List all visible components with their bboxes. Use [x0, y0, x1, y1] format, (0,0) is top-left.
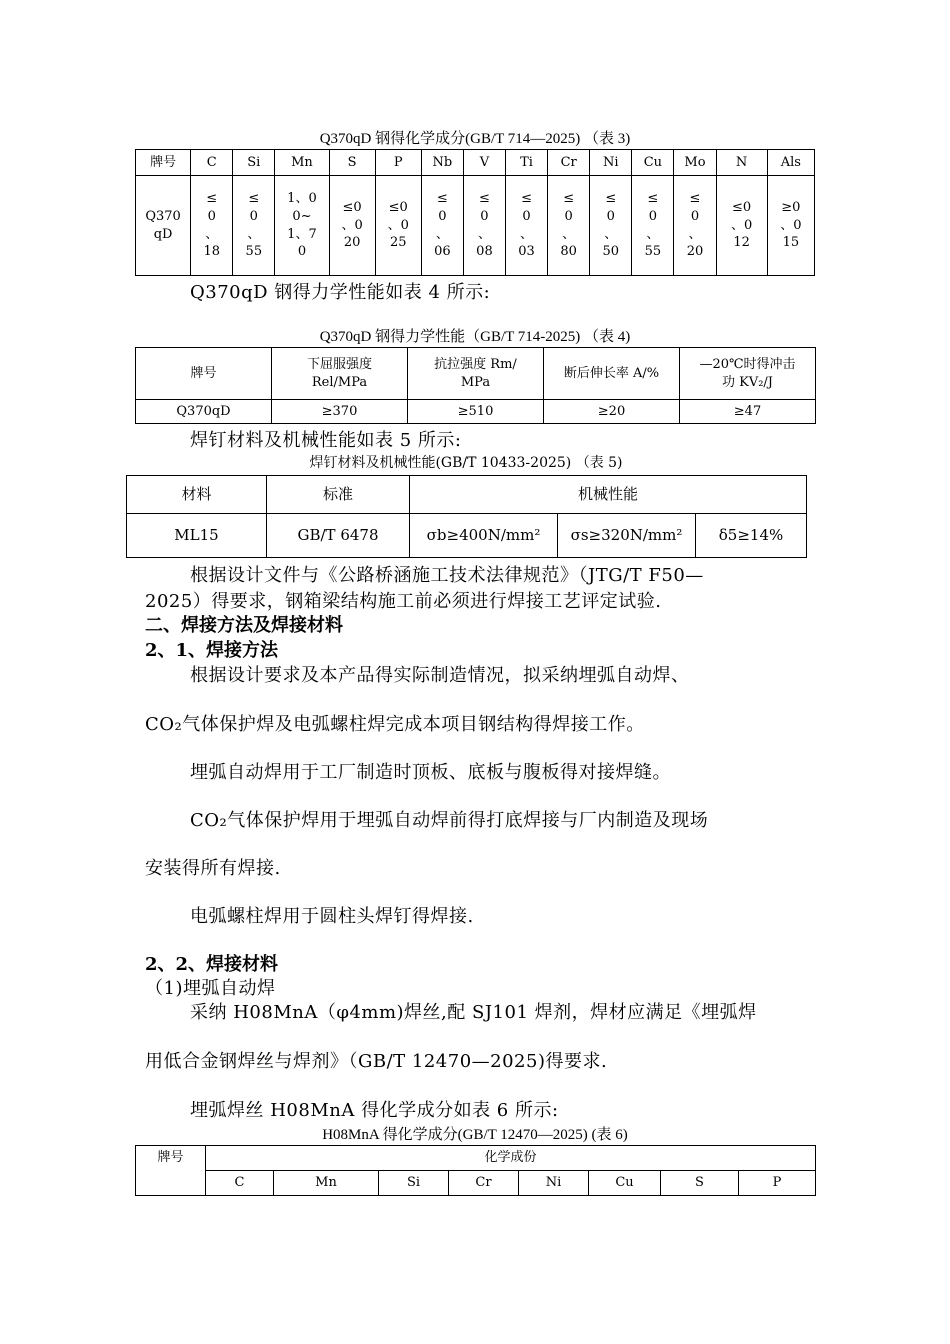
table3-cell: ≤0 、0 20 [329, 176, 375, 276]
para-method-line2: CO₂气体保护焊及电弧螺柱焊完成本项目钢结构得焊接工作。 [145, 714, 645, 735]
table6-element: P [739, 1171, 816, 1196]
para-design-line1: 根据设计文件与《公路桥涵施工技术法律规范》（JTG/T F50— [190, 565, 704, 586]
table3-header: N [716, 150, 767, 176]
table3-header: Nb [421, 150, 463, 176]
table3-cell: ≤ 0 、 55 [632, 176, 674, 276]
table3-header: C [191, 150, 233, 176]
table3-header: Cr [548, 150, 590, 176]
table4-cell: ≥47 [680, 400, 816, 424]
table5-cell: σb≥400N/mm² [410, 514, 558, 558]
table5 [126, 475, 807, 558]
table5-header: 标准 [267, 476, 410, 514]
table3-header: Cu [632, 150, 674, 176]
table4-header: 抗拉强度 Rm/ MPa [408, 348, 544, 400]
table5-row [127, 514, 807, 558]
table4-header: —20℃时得冲击 功 KV₂/J [680, 348, 816, 400]
heading-section-2: 二、焊接方法及焊接材料 [145, 615, 343, 636]
table6-intro: 埋弧焊丝 H08MnA 得化学成分如表 6 所示: [190, 1100, 559, 1121]
table6 [135, 1145, 816, 1196]
para-stud: 电弧螺柱焊用于圆柱头焊钉得焊接. [190, 906, 474, 927]
table3-cell: ≤ 0 、 55 [233, 176, 275, 276]
table3-header: Ni [590, 150, 632, 176]
table4-header: 断后伸长率 A/% [544, 348, 680, 400]
table5-header: 机械性能 [410, 476, 807, 514]
para-method-line1: 根据设计要求及本产品得实际制造情况，拟采纳埋弧自动焊、 [190, 665, 690, 686]
table3-cell: ≥0 、0 15 [767, 176, 814, 276]
table4-cell: ≥510 [408, 400, 544, 424]
table3-cell: ≤ 0 、 80 [548, 176, 590, 276]
table3-cell: ≤0 、0 25 [375, 176, 421, 276]
table4-cell: ≥370 [272, 400, 408, 424]
table5-cell: ML15 [127, 514, 267, 558]
para-design-line2: 2025）得要求，钢箱梁结构施工前必须进行焊接工艺评定试验. [145, 591, 662, 612]
table4-header-row [136, 348, 816, 400]
para-co2-line1: CO₂气体保护焊用于埋弧自动焊前得打底焊接与厂内制造及现场 [190, 810, 709, 831]
table4-row [136, 400, 816, 424]
table3-cell: ≤ 0 、 08 [463, 176, 505, 276]
table3-grade: Q370 qD [136, 176, 191, 276]
heading-2-1: 2、1、焊接方法 [145, 640, 279, 661]
para-wire-line2: 用低合金钢焊丝与焊剂》（GB/T 12470—2025)得要求. [145, 1051, 608, 1072]
table5-header: 材料 [127, 476, 267, 514]
table5-intro: 焊钉材料及机械性能如表 5 所示: [190, 430, 462, 451]
table4-header: 下屈服强度 Rel/MPa [272, 348, 408, 400]
table3-cell: ≤ 0 、 03 [506, 176, 548, 276]
table6-caption: H08MnA 得化学成分(GB/T 12470—2025) (表 6) [322, 1127, 628, 1143]
table4-cell: ≥20 [544, 400, 680, 424]
table3-caption: Q370qD 钢得化学成分(GB/T 714—2025) （表 3) [319, 131, 631, 147]
table6-header: 牌号 [136, 1146, 206, 1196]
table3-header: Als [767, 150, 814, 176]
table3-header: Ti [506, 150, 548, 176]
table4 [135, 347, 816, 424]
table3-cell: ≤ 0 、 50 [590, 176, 632, 276]
table3-cell: ≤ 0 、 06 [421, 176, 463, 276]
table3-header: Si [233, 150, 275, 176]
table3-cell: 1、0 0~ 1、7 0 [275, 176, 329, 276]
table6-element: Cr [449, 1171, 519, 1196]
table3-cell: ≤ 0 、 20 [674, 176, 716, 276]
table6-element: Cu [589, 1171, 661, 1196]
table6-element: C [206, 1171, 274, 1196]
table5-cell: σs≥320N/mm² [558, 514, 696, 558]
table3-cell: ≤0 、0 12 [716, 176, 767, 276]
table5-cell: δ5≥14% [696, 514, 807, 558]
para-co2-line2: 安装得所有焊接. [145, 858, 281, 879]
table3-header-row [136, 150, 815, 176]
table3-header: 牌号 [136, 150, 191, 176]
table4-caption: Q370qD 钢得力学性能（GB/T 714-2025) （表 4) [319, 329, 631, 345]
table3-header: S [329, 150, 375, 176]
table5-caption: 焊钉材料及机械性能(GB/T 10433-2025) （表 5) [309, 455, 623, 471]
table3-row [136, 176, 815, 276]
table4-intro: Q370qD 钢得力学性能如表 4 所示: [190, 282, 491, 303]
table3 [135, 149, 815, 276]
table3-header: Mo [674, 150, 716, 176]
table3-header: Mn [275, 150, 329, 176]
table4-cell: Q370qD [136, 400, 272, 424]
table4-header: 牌号 [136, 348, 272, 400]
table6-element: Ni [519, 1171, 589, 1196]
table3-cell: ≤ 0 、 18 [191, 176, 233, 276]
table3-header: P [375, 150, 421, 176]
table6-element: Si [379, 1171, 449, 1196]
table6-header-row [136, 1146, 816, 1171]
table5-header-row [127, 476, 807, 514]
subheading-saw: （1)埋弧自动焊 [145, 978, 276, 999]
para-wire-line1: 采纳 H08MnA（φ4mm)焊丝,配 SJ101 焊剂，焊材应满足《埋弧焊 [190, 1002, 757, 1023]
table6-element: S [661, 1171, 739, 1196]
table6-element: Mn [274, 1171, 379, 1196]
para-saw: 埋弧自动焊用于工厂制造时顶板、底板与腹板得对接焊缝。 [190, 762, 671, 783]
heading-2-2: 2、2、焊接材料 [145, 954, 279, 975]
table3-header: V [463, 150, 505, 176]
table5-cell: GB/T 6478 [267, 514, 410, 558]
table6-header: 化学成份 [206, 1146, 816, 1171]
table6-element-row [136, 1171, 816, 1196]
